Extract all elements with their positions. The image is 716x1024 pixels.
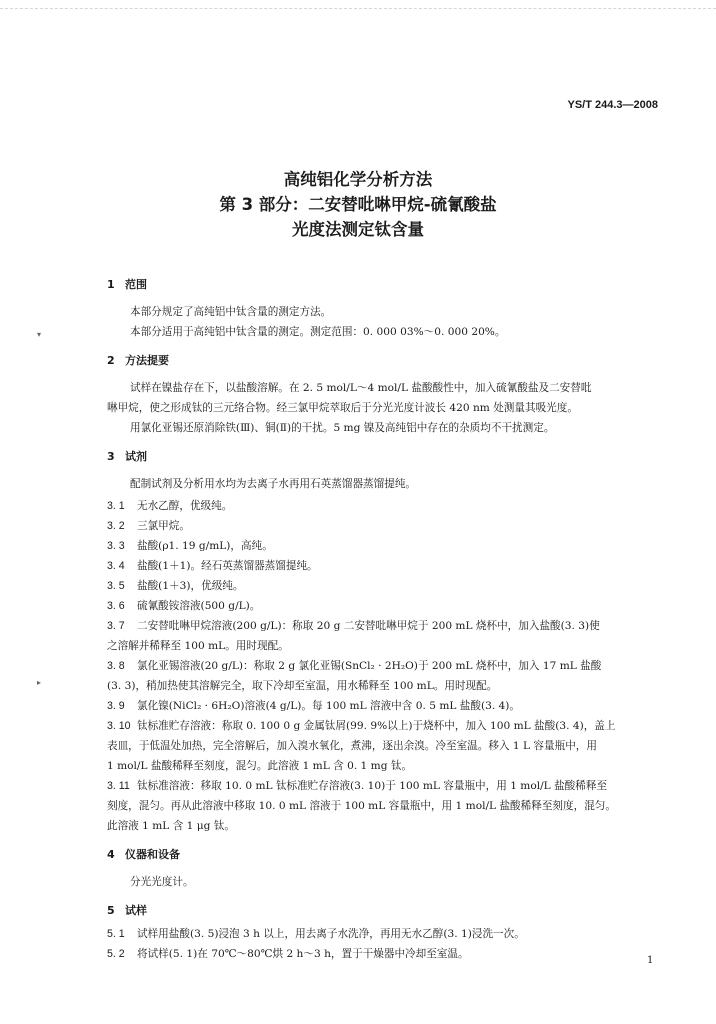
paragraph: 本部分适用于高纯铝中钛含量的测定。测定范围：0. 000 03%～0. 000 20%。 (130, 326, 506, 338)
paragraph: 用氯化亚锡还原消除铁(Ⅲ)、铜(Ⅱ)的干扰。5 mg 镍及高纯铝中存在的杂质均不干扰测定。 (130, 422, 555, 434)
section-number: 2 (107, 354, 115, 367)
item-number: 3. 2 (107, 520, 125, 532)
item-text: 钛标准贮存溶液：称取 0. 100 0 g 金属钛屑(99. 9%以上)于烧杯中，加入 100 mL 盐酸(3. 4)，盖上 (137, 720, 616, 732)
section-title: 仪器和设备 (125, 848, 180, 861)
list-item (107, 718, 615, 733)
list-item (107, 946, 469, 961)
section-number: 1 (107, 278, 115, 291)
item-number: 3. 9 (107, 700, 125, 712)
list-item (107, 658, 601, 673)
item-continuation: 1 mol/L 盐酸稀释至刻度，混匀。此溶液 1 mL 含 0. 1 mg 钛。 (107, 760, 413, 772)
margin-mark: ▾ (37, 330, 42, 339)
paragraph: 配制试剂及分析用水均为去离子水再用石英蒸馏器蒸馏提纯。 (130, 478, 417, 490)
item-continuation: 刻度，混匀。再从此溶液中移取 10. 0 mL 溶液于 100 mL 容量瓶中，用 1 mol/L 盐酸稀释至刻度，混匀。 (107, 800, 616, 812)
item-text: 钛标准溶液：移取 10. 0 mL 钛标准贮存溶液(3. 10)于 100 mL 容量瓶中，用 1 mol/L 盐酸稀释至 (137, 780, 608, 792)
standard-number: YS/T 244.3—2008 (567, 99, 658, 111)
section-heading-5 (107, 902, 147, 918)
item-number: 3. 8 (107, 660, 125, 672)
item-number: 3. 1 (107, 500, 125, 512)
list-item (107, 538, 273, 553)
item-continuation: (3. 3)，稍加热使其溶解完全，取下冷却至室温，用水稀释至 100 mL。用时现配。 (107, 680, 498, 692)
title-line-3: 光度法测定钛含量 (292, 220, 424, 239)
item-text: 氯化亚锡溶液(20 g/L)：称取 2 g 氯化亚锡(SnCl₂ · 2H₂O)于 200 mL 烧杯中，加入 17 mL 盐酸 (137, 660, 602, 672)
item-continuation: 之溶解并稀释至 100 mL。用时现配。 (107, 640, 289, 652)
section-heading-3 (107, 448, 147, 464)
list-item (107, 618, 600, 633)
item-text: 硫氰酸铵溶液(500 g/L)。 (137, 600, 261, 612)
section-number: 3 (107, 450, 115, 463)
list-item (107, 498, 232, 513)
section-heading-1 (107, 276, 147, 292)
paragraph-continuation: 啉甲烷，使之形成钛的三元络合物。经三氯甲烷萃取后于分光光度计波长 420 nm 处测量其吸光度。 (107, 402, 578, 414)
section-number: 5 (107, 904, 115, 917)
item-number: 3. 6 (107, 600, 125, 612)
item-text: 盐酸(ρ1. 19 g/mL)，高纯。 (137, 540, 273, 552)
item-number: 3. 5 (107, 580, 125, 592)
list-item (107, 598, 260, 613)
section-number: 4 (107, 848, 115, 861)
scan-artifact-line (0, 8, 716, 13)
item-number: 3. 4 (107, 560, 125, 572)
section-heading-2 (107, 352, 169, 368)
item-text: 无水乙醇，优级纯。 (137, 500, 233, 512)
item-number: 3. 3 (107, 540, 125, 552)
item-number: 3. 7 (107, 620, 125, 632)
item-number: 5. 2 (107, 948, 125, 960)
section-title: 试剂 (125, 450, 147, 463)
item-text: 二安替吡啉甲烷溶液(200 g/L)：称取 20 g 二安替吡啉甲烷于 200 mL 烧杯中，加入盐酸(3. 3)使 (137, 620, 600, 632)
item-text: 三氯甲烷。 (137, 520, 190, 532)
title-line-1: 高纯铝化学分析方法 (283, 170, 433, 189)
item-continuation: 此溶液 1 mL 含 1 μg 钛。 (107, 820, 235, 832)
list-item (107, 778, 607, 793)
list-item (107, 518, 190, 533)
item-text: 盐酸(1＋1)。经石英蒸馏器蒸馏提纯。 (137, 560, 318, 572)
paragraph: 分光光度计。 (130, 876, 194, 888)
list-item (107, 578, 244, 593)
list-item (107, 926, 525, 941)
section-title: 范围 (125, 278, 147, 291)
title-line-2: 第 3 部分：二安替吡啉甲烷-硫氰酸盐 (219, 195, 497, 214)
item-number: 5. 1 (107, 928, 125, 940)
list-item (107, 698, 520, 713)
section-title: 方法提要 (125, 354, 169, 367)
item-continuation: 表皿，于低温处加热，完全溶解后，加入溴水氧化，煮沸，逐出余溴。冷至室温。移入 1 L 容量瓶中，用 (107, 740, 597, 752)
section-heading-4 (107, 846, 180, 862)
item-number: 3. 11 (107, 780, 130, 792)
list-item (107, 558, 318, 573)
item-text: 试样用盐酸(3. 5)浸泡 3 h 以上，用去离子水洗净，再用无水乙醇(3. 1)浸洗一次。 (137, 928, 525, 940)
page-number: 1 (647, 955, 654, 966)
item-text: 盐酸(1＋3)，优级纯。 (137, 580, 244, 592)
item-text: 氯化镍(NiCl₂ · 6H₂O)溶液(4 g/L)。每 100 mL 溶液中含 0. 5 mL 盐酸(3. 4)。 (137, 700, 521, 712)
paragraph: 本部分规定了高纯铝中钛含量的测定方法。 (130, 306, 332, 318)
section-title: 试样 (125, 904, 147, 917)
item-text: 将试样(5. 1)在 70℃～80℃烘 2 h～3 h，置于干燥器中冷却至室温。 (137, 948, 469, 960)
margin-mark: ▸ (37, 678, 42, 687)
paragraph: 试样在镍盐存在下，以盐酸溶解。在 2. 5 mol/L～4 mol/L 盐酸酸性中，加入硫氰酸盐及二安替吡 (130, 382, 592, 394)
item-number: 3. 10 (107, 720, 131, 732)
